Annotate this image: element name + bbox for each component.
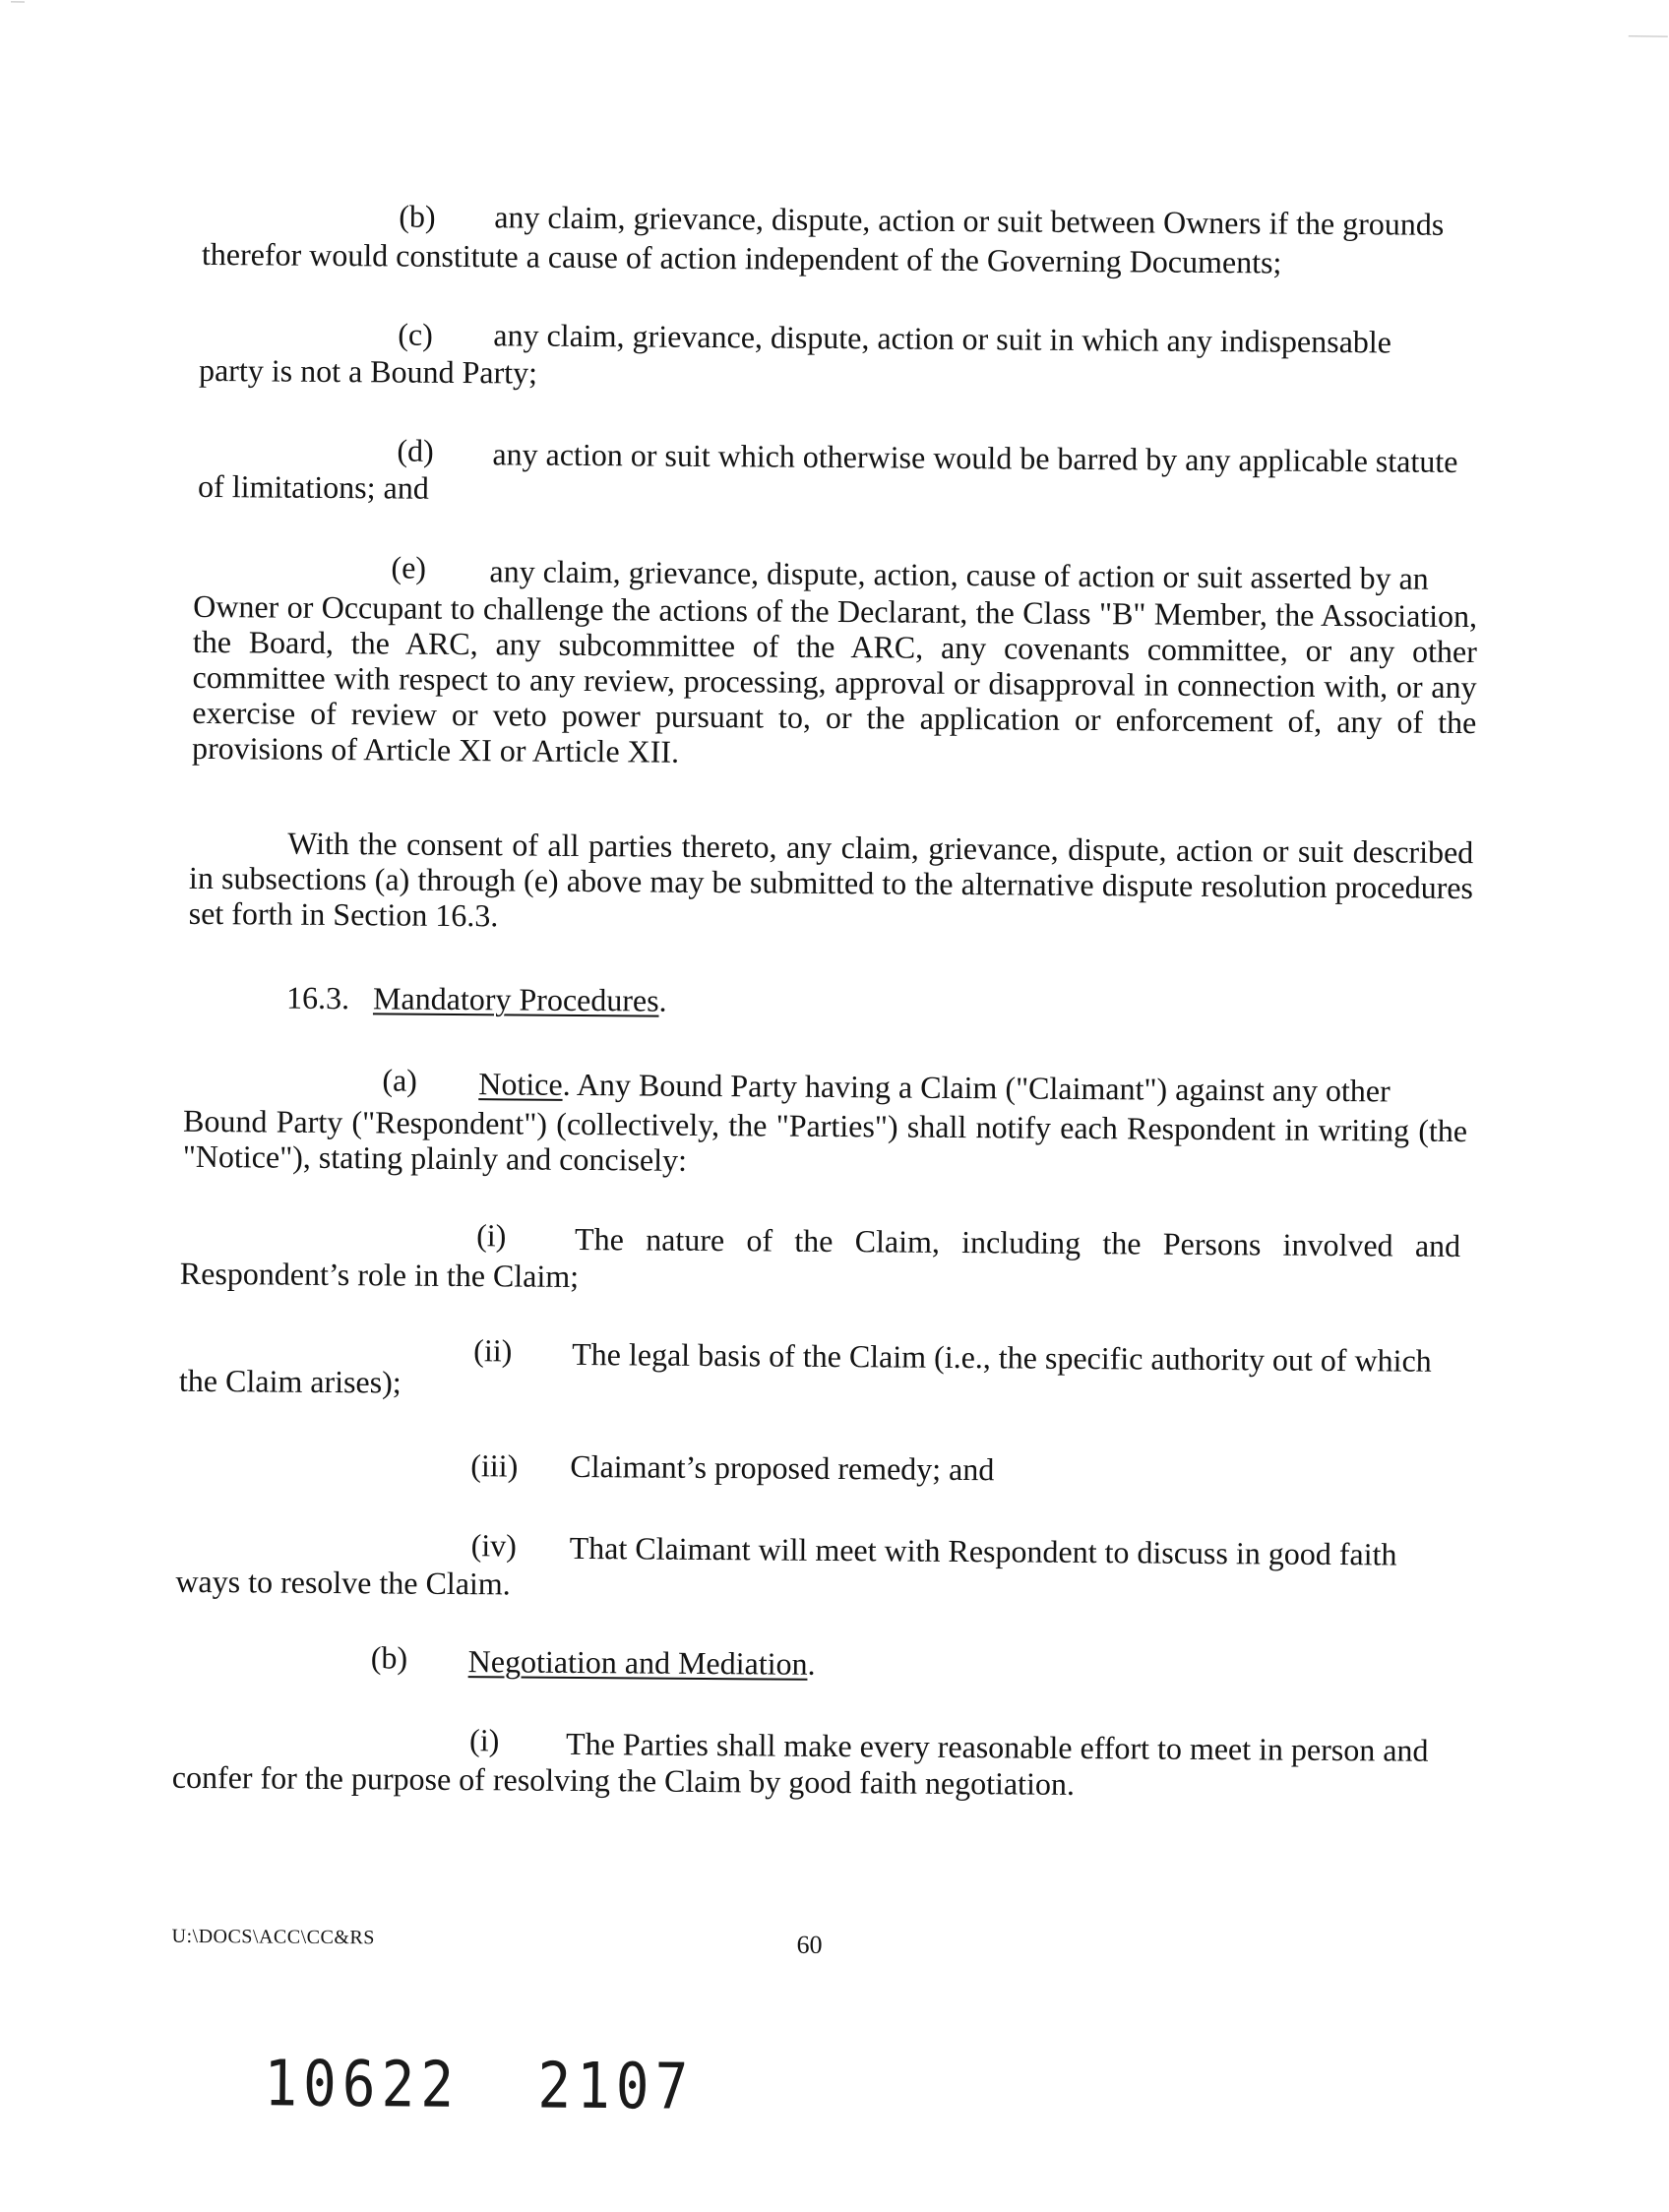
item-iii-label: (iii) — [470, 1447, 519, 1484]
section-number: 16.3. — [285, 979, 350, 1016]
item-iv-label: (iv) — [470, 1527, 518, 1564]
paragraph-d-line1: any action or suit which otherwise would be barred by any applicable statute — [492, 436, 1458, 479]
section-title-period: . — [658, 982, 667, 1018]
paragraph-a-label: (a) — [382, 1062, 418, 1098]
paragraph-c-text: party is not a Bound Party; — [198, 351, 538, 391]
notice-line1-text: . Any Bound Party having a Claim ("Claimant") against any other — [562, 1066, 1391, 1109]
paragraph-e-text: Owner or Occupant to challenge the actions of the Declarant, the Class "B" Member, the Association, the Board, the ARC, any subcommittee of the ARC, any covenants committee, or any other committee with respect to any review, processing, approval or disapproval in connection with, or any exercise of review or veto power pursuant to, or the application or enforcement of, any of the provisions of Article XI or Article XII. — [191, 587, 1478, 769]
paragraph-b — [7, 0, 1669, 280]
paragraph-b-text: therefor would constitute a cause of action independent of the Governing Documents; — [201, 235, 1282, 280]
notice-title: Notice — [478, 1066, 563, 1102]
stamp-book-number: 10622 — [264, 2047, 461, 2122]
paragraph-a-text: Bound Party ("Respondent") (collectively, the "Parties") shall notify each Respondent in writing (the "Notice"), stating plainly and concisely: — [182, 1102, 1468, 1178]
item-i-line1: The nature of the Claim, including the Persons involved and — [575, 1220, 1461, 1264]
scan-mark-left — [11, 1, 25, 2]
item-ii-text: the Claim arises); — [178, 1362, 402, 1400]
consent-paragraph: With the consent of all parties thereto, any claim, grievance, dispute, action or suit described in subsections (a) through (e) above may be submitted to the alternative dispute resolution procedures set forth in Section 16.3. — [188, 825, 1474, 934]
paragraph-d-label: (d) — [397, 432, 434, 468]
item-iv-text: ways to resolve the Claim. — [175, 1563, 511, 1602]
item-ii-line1: The legal basis of the Claim (i.e., the specific authority out of which — [572, 1335, 1432, 1379]
paragraph-a-line1 — [478, 1066, 1391, 1108]
scan-mark-right — [1629, 35, 1668, 36]
item-iv-line1: That Claimant will meet with Respondent to discuss in good faith — [569, 1529, 1397, 1572]
item-i-parties-line1: The Parties shall make every reasonable effort to meet in person and — [565, 1725, 1429, 1768]
negotiation-heading — [468, 1643, 816, 1682]
section-title: Mandatory Procedures — [372, 980, 659, 1018]
page-number: 60 — [796, 1930, 823, 1959]
paragraph-e-line1: any claim, grievance, dispute, action, cause of action or suit asserted by an — [489, 553, 1429, 596]
paragraph-c-label: (c) — [398, 316, 434, 352]
item-i-label: (i) — [476, 1217, 507, 1254]
paragraph-d-text: of limitations; and — [197, 467, 429, 506]
paragraph-c-line1: any claim, grievance, dispute, action or suit in which any indispensable — [493, 317, 1392, 360]
item-iii-line1: Claimant’s proposed remedy; and — [570, 1447, 995, 1488]
item-ii-label: (ii) — [473, 1332, 513, 1369]
paragraph-b-line1: any claim, grievance, dispute, action or suit between Owners if the grounds — [494, 199, 1445, 242]
paragraph-b-label: (b) — [399, 198, 436, 234]
negotiation-title: Negotiation and Mediation — [467, 1643, 808, 1682]
item-i-parties-label: (i) — [469, 1722, 500, 1758]
stamp-page-number: 2107 — [537, 2049, 695, 2124]
negotiation-label: (b) — [370, 1639, 408, 1676]
paragraph-e-label: (e) — [391, 549, 427, 585]
negotiation-title-period: . — [807, 1645, 816, 1682]
item-i-text: Respondent’s role in the Claim; — [179, 1255, 580, 1294]
section-heading — [286, 980, 667, 1018]
recording-stamp — [264, 2048, 694, 2124]
footer-file-path: U:\DOCS\ACC\CC&RS — [171, 1925, 375, 1949]
item-i-parties-text: confer for the purpose of resolving the Claim by good faith negotiation. — [171, 1758, 1076, 1802]
